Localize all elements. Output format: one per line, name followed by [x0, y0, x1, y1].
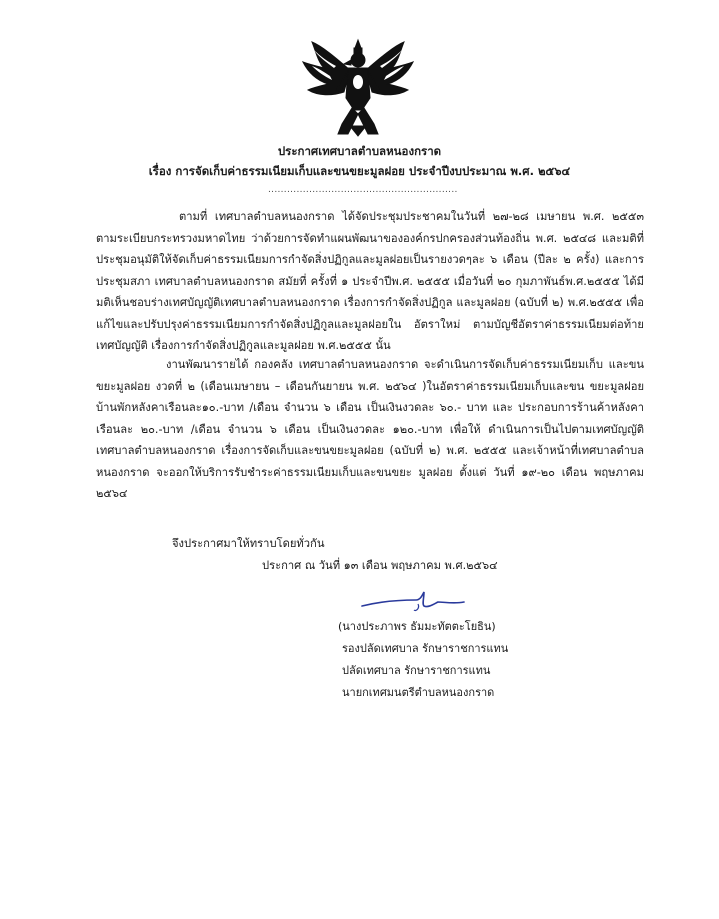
announcement-subject: เรื่อง การจัดเก็บค่าธรรมเนียมเก็บและขนขยะมูลฝอย ประจำปีงบประมาณ พ.ศ. ๒๕๖๔ — [148, 164, 571, 178]
signatory-name: (นางประภาพร ธัมมะทัตตะโยธิน) — [338, 620, 496, 633]
paragraph-background: ตามที่ เทศบาลตำบลหนองกราด ได้จัดประชุมประชาคมในวันที่ ๒๗-๒๘ เมษายน พ.ศ. ๒๕๕๓ ตามระเบียบกระทรวงมหาดไทย ว่าด้วยการจัดทำแผนพัฒนาขององค์กรปกครองส่วนท้องถิ่น พ.ศ. ๒๕๔๘ และมติที่ประชุมอนุมัติให้จัดเก็บค่าธรรมเนียมการกำจัดสิ่งปฏิกูลและมูลฝอยเป็นรายงวดๆละ ๖ เดือน (ปีละ ๒ ครั้ง) และการประชุมสภา เทศบาลตำบลหนองกราด สมัยที่ ครั้งที่ ๑ ประจำปีพ.ศ. ๒๕๕๕ เมื่อวันที่ ๒๐ กุมภาพันธ์พ.ศ.๒๕๕๕ ได้มีมติเห็นชอบร่างเทศบัญญัติเทศบาลตำบลหนองกราด เรื่องการกำจัดสิ่งปฏิกูล และมูลฝอย (ฉบับที่ ๒) พ.ศ.๒๕๕๕ เพื่อแก้ไขและปรับปรุงค่าธรรมเนียมการกำจัดสิ่งปฏิกูลและมูลฝอยใน อัตราใหม่ ตามบัญชีอัตราค่าธรรมเนียมต่อท้ายเทศบัญญัติ เรื่องการกำจัดสิ่งปฏิกูลและมูลฝอย พ.ศ.๒๕๕๕ นั้น — [96, 210, 644, 352]
signatory-position-3: นายกเทศมนตรีตำบลหนองกราด — [342, 686, 495, 699]
paragraph-closing: จึงประกาศมาให้ทราบโดยทั่วกัน — [172, 537, 325, 550]
signatory-block — [338, 616, 508, 704]
signatory-position-2: ปลัดเทศบาล รักษาราชการแทน — [342, 664, 491, 677]
signatory-position-1: รองปลัดเทศบาล รักษาราชการแทน — [342, 642, 509, 655]
announcement-title: ประกาศเทศบาลตำบลหนองกราด — [277, 144, 442, 158]
paragraph-collection-details: งานพัฒนารายได้ กองคลัง เทศบาลตำบลหนองกราด จะดำเนินการจัดเก็บค่าธรรมเนียมเก็บ และขนขยะมูลฝอย งวดที่ ๒ (เดือนเมษายน – เดือนกันยายน พ.ศ. ๒๕๖๔ )ในอัตราค่าธรรมเนียมเก็บและขน ขยะมูลฝอยบ้านพักหลังคาเรือนละ๑๐.-บาท /เดือน จำนวน ๖ เดือน เป็นเงินงวดละ ๖๐.- บาท และ ประกอบการร้านค้าหลังคาเรือนละ ๒๐.-บาท /เดือน จำนวน ๖ เดือน เป็นเงินงวดละ ๑๒๐.-บาท เพื่อให้ ดำเนินการเป็นไปตามเทศบัญญัติเทศบาลตำบลหนองกราด เรื่องการจัดเก็บและขนขยะมูลฝอย (ฉบับที่ ๒) พ.ศ. ๒๕๕๕ และเจ้าหน้าที่เทศบาลตำบลหนองกราด จะออกให้บริการรับชำระค่าธรรมเนียมเก็บและขนขยะ มูลฝอย ตั้งแต่ วันที่ ๑๙-๒๐ เดือน พฤษภาคม ๒๕๖๔ — [96, 358, 644, 500]
announcement-date: ประกาศ ณ วันที่ ๑๓ เดือน พฤษภาคม พ.ศ.๒๕๖๔ — [262, 559, 498, 572]
garuda-emblem — [300, 38, 416, 138]
title-separator: ............................................................ — [268, 185, 458, 195]
handwritten-signature — [358, 586, 468, 616]
